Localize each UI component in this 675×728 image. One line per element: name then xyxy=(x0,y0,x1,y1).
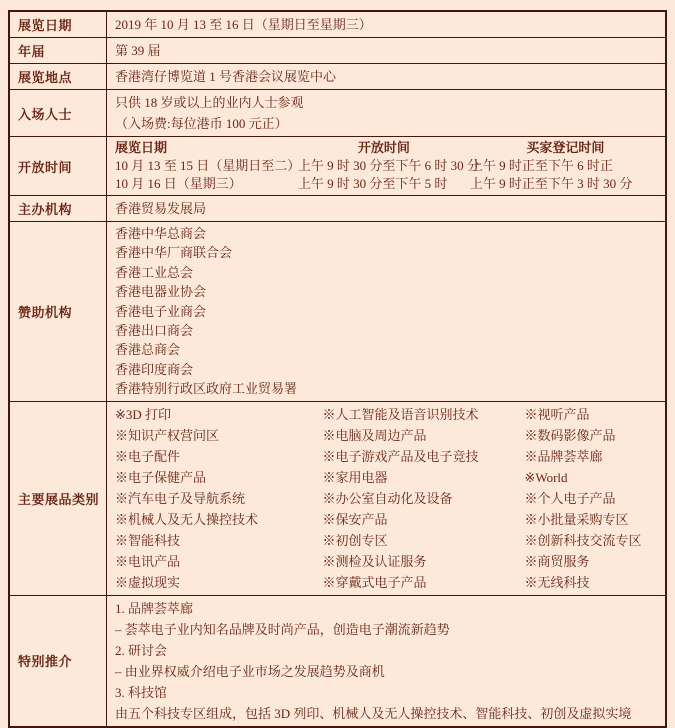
row-label: 年届 xyxy=(10,38,107,63)
row-label: 展览日期 xyxy=(10,12,107,37)
content-line: – 荟萃电子业内知名品牌及时尚产品，创造电子潮流新趋势 xyxy=(115,621,450,637)
table-row xyxy=(10,38,665,64)
subtable-cell: 上午 9 时正至下午 3 时 30 分 xyxy=(469,176,633,191)
row-label: 主办机构 xyxy=(10,196,107,221)
opening-hours-subtable xyxy=(115,139,661,193)
category-item: ※穿戴式电子产品 xyxy=(322,574,427,590)
row-label: 主要展品类别 xyxy=(10,402,107,595)
row-content xyxy=(107,596,665,726)
category-item: ※智能科技 xyxy=(115,532,181,548)
category-column xyxy=(115,404,322,593)
subtable-cell: 10 月 16 日（星期三） xyxy=(115,176,242,191)
content-line: 2019 年 10 月 13 至 16 日（星期日至星期三） xyxy=(115,17,372,32)
category-item: ※测检及认证服务 xyxy=(322,553,427,569)
category-item: ※创新科技交流专区 xyxy=(524,532,642,548)
content-line: 只供 18 岁或以上的业内人士参观 xyxy=(115,95,304,110)
row-content xyxy=(107,90,665,136)
content-line: 香港电子业商会 xyxy=(115,303,207,319)
category-item: ※虚拟现实 xyxy=(115,574,181,590)
content-line: 香港电器业协会 xyxy=(115,284,207,300)
category-item: ※人工智能及语音识别技术 xyxy=(322,406,479,422)
table-row xyxy=(10,402,665,596)
table-row xyxy=(10,90,665,137)
content-line: 香港中华总商会 xyxy=(115,226,207,241)
category-item: ※机械人及无人操控技术 xyxy=(115,511,259,527)
subtable-header: 展览日期 xyxy=(115,140,168,155)
exhibition-info-table xyxy=(8,10,667,728)
category-item: ※个人电子产品 xyxy=(524,490,616,506)
category-item: ※电脑及周边产品 xyxy=(322,427,427,443)
content-line: 2. 研讨会 xyxy=(115,642,168,658)
row-content xyxy=(107,137,665,195)
content-line: 由五个科技专区组成，包括 3D 列印、机械人及无人操控技术、智能科技、初创及虚拟实境 xyxy=(115,705,632,721)
subtable-header: 开放时间 xyxy=(357,140,410,155)
table-row xyxy=(10,12,665,38)
table-row xyxy=(10,222,665,402)
content-line: 香港总商会 xyxy=(115,342,181,358)
subtable-cell: 上午 9 时 30 分至下午 5 时 xyxy=(297,176,448,191)
content-line: – 由业界权威介绍电子业市场之发展趋势及商机 xyxy=(115,663,385,679)
subtable-cell: 上午 9 时正至下午 6 时正 xyxy=(469,158,613,173)
category-item: ※汽车电子及导航系统 xyxy=(115,490,246,506)
subtable-header: 买家登记时间 xyxy=(526,140,605,155)
row-label: 特别推介 xyxy=(10,596,107,726)
row-content xyxy=(107,222,665,401)
content-line: （入场费:每位港币 100 元正） xyxy=(115,116,288,131)
subtable-cell: 上午 9 时 30 分至下午 6 时 30 分 xyxy=(297,158,480,173)
category-columns xyxy=(115,404,661,593)
category-item: ※World xyxy=(524,469,568,485)
category-item: ※电子配件 xyxy=(115,448,181,464)
category-item: ※电讯产品 xyxy=(115,553,181,569)
category-item: ※保安产品 xyxy=(322,511,388,527)
table-row xyxy=(10,137,665,196)
row-content xyxy=(107,12,665,37)
category-item: ※品牌荟萃廊 xyxy=(524,448,603,464)
content-line: 香港中华厂商联合会 xyxy=(115,245,233,261)
category-item: ※家用电器 xyxy=(322,469,388,485)
row-label: 入场人士 xyxy=(10,90,107,136)
content-line: 香港贸易发展局 xyxy=(115,201,207,216)
row-content xyxy=(107,196,665,221)
content-line: 香港工业总会 xyxy=(115,264,194,280)
row-content xyxy=(107,64,665,89)
content-line: 香港湾仔博览道 1 号香港会议展览中心 xyxy=(115,69,337,84)
row-content xyxy=(107,402,665,595)
category-item: ※小批量采购专区 xyxy=(524,511,629,527)
category-column xyxy=(524,404,661,593)
category-item: ※无线科技 xyxy=(524,574,590,590)
category-item: ※3D 打印 xyxy=(115,406,172,422)
category-item: ※数码影像产品 xyxy=(524,427,616,443)
row-label: 赞助机构 xyxy=(10,222,107,401)
table-row xyxy=(10,596,665,726)
row-label: 展览地点 xyxy=(10,64,107,89)
category-item: ※初创专区 xyxy=(322,532,388,548)
row-content xyxy=(107,38,665,63)
content-line: 1. 品牌荟萃廊 xyxy=(115,600,194,616)
category-item: ※知识产权营问区 xyxy=(115,427,220,443)
content-line: 香港出口商会 xyxy=(115,323,194,339)
category-item: ※商贸服务 xyxy=(524,553,590,569)
category-item: ※视听产品 xyxy=(524,406,590,422)
table-row xyxy=(10,64,665,90)
content-line: 香港印度商会 xyxy=(115,361,194,377)
table-row xyxy=(10,196,665,222)
content-line: 香港特别行政区政府工业贸易署 xyxy=(115,381,298,397)
category-column xyxy=(322,404,524,593)
row-label: 开放时间 xyxy=(10,137,107,195)
subtable-cell: 10 月 13 至 15 日（星期日至二） xyxy=(115,158,301,173)
category-item: ※办公室自动化及设备 xyxy=(322,490,453,506)
category-item: ※电子保健产品 xyxy=(115,469,207,485)
content-line: 第 39 届 xyxy=(115,43,161,58)
category-item: ※电子游戏产品及电子竞技 xyxy=(322,448,479,464)
content-line: 3. 科技馆 xyxy=(115,684,168,700)
